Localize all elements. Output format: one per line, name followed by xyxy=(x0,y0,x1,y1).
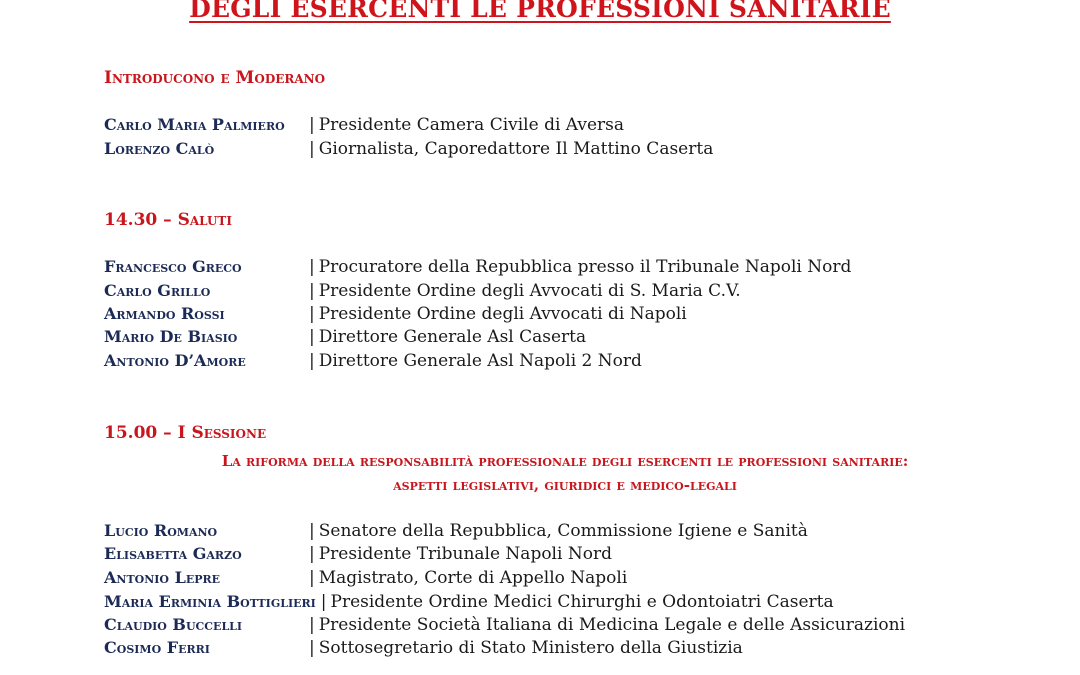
speaker-row xyxy=(104,615,905,639)
moderator-row xyxy=(104,115,624,139)
session1-subtitle-line1: La riforma della responsabilità professionale degli esercenti le professioni sanitarie: xyxy=(221,452,909,470)
person-name: Antonio Lepre xyxy=(104,568,221,587)
separator: | xyxy=(309,544,315,564)
person-role: Presidente Tribunale Napoli Nord xyxy=(318,544,612,564)
greeting-row xyxy=(104,304,687,328)
person-role: Sottosegretario di Stato Ministero della Giustizia xyxy=(318,638,743,658)
person-name: Armando Rossi xyxy=(104,304,225,323)
person-name: Lorenzo Calò xyxy=(104,139,215,158)
greeting-row xyxy=(104,281,741,305)
separator: | xyxy=(309,304,315,324)
document-title-text: DEGLI ESERCENTI LE PROFESSIONI SANITARIE xyxy=(189,0,891,23)
moderator-row xyxy=(104,139,713,163)
person-role: Presidente Società Italiana di Medicina Legale e delle Assicurazioni xyxy=(318,615,906,635)
person-name: Francesco Greco xyxy=(104,257,242,276)
person-name: Carlo Grillo xyxy=(104,281,211,300)
separator: | xyxy=(309,615,315,635)
person-role: Direttore Generale Asl Napoli 2 Nord xyxy=(318,351,642,371)
speaker-row xyxy=(104,521,808,545)
document-title xyxy=(0,0,1080,23)
person-role: Presidente Ordine degli Avvocati di Napoli xyxy=(318,304,687,324)
separator: | xyxy=(309,638,315,658)
person-name: Cosimo Ferri xyxy=(104,638,210,657)
separator: | xyxy=(309,351,315,371)
person-name: Mario De Biasio xyxy=(104,327,238,346)
speaker-row xyxy=(104,544,612,568)
person-role: Senatore della Repubblica, Commissione Igiene e Sanità xyxy=(318,521,808,541)
person-role: Magistrato, Corte di Appello Napoli xyxy=(318,568,628,588)
person-role: Procuratore della Repubblica presso il Tribunale Napoli Nord xyxy=(318,257,852,277)
greeting-row xyxy=(104,351,642,375)
speaker-row xyxy=(104,568,627,592)
separator: | xyxy=(309,115,315,135)
separator: | xyxy=(309,281,315,301)
person-role: Presidente Ordine degli Avvocati di S. Maria C.V. xyxy=(318,281,741,301)
speaker-row xyxy=(104,592,834,616)
person-name: Antonio D’Amore xyxy=(104,351,246,370)
separator: | xyxy=(320,592,327,612)
person-name: Elisabetta Garzo xyxy=(104,544,242,563)
separator: | xyxy=(309,521,315,541)
person-name: Maria Erminia Bottiglieri xyxy=(104,592,316,611)
greeting-row xyxy=(104,257,851,281)
greetings-heading: 14.30 – Saluti xyxy=(104,210,232,230)
greeting-row xyxy=(104,327,586,351)
speaker-row xyxy=(104,638,743,662)
person-role: Direttore Generale Asl Caserta xyxy=(318,327,587,347)
person-name: Claudio Buccelli xyxy=(104,615,243,634)
session1-subtitle-line2: aspetti legislativi, giuridici e medico-legali xyxy=(393,476,737,494)
person-role: Presidente Camera Civile di Aversa xyxy=(318,115,625,135)
moderators-heading: Introducono e Moderano xyxy=(104,68,326,88)
person-name: Lucio Romano xyxy=(104,521,218,540)
person-name: Carlo Maria Palmiero xyxy=(104,115,285,134)
separator: | xyxy=(309,139,315,159)
session1-heading: 15.00 – I Sessione xyxy=(104,423,267,443)
person-role: Presidente Ordine Medici Chirurghi e Odontoiatri Caserta xyxy=(330,592,834,612)
person-role: Giornalista, Caporedattore Il Mattino Caserta xyxy=(318,139,714,159)
separator: | xyxy=(309,568,315,588)
separator: | xyxy=(309,327,315,347)
separator: | xyxy=(309,257,315,277)
